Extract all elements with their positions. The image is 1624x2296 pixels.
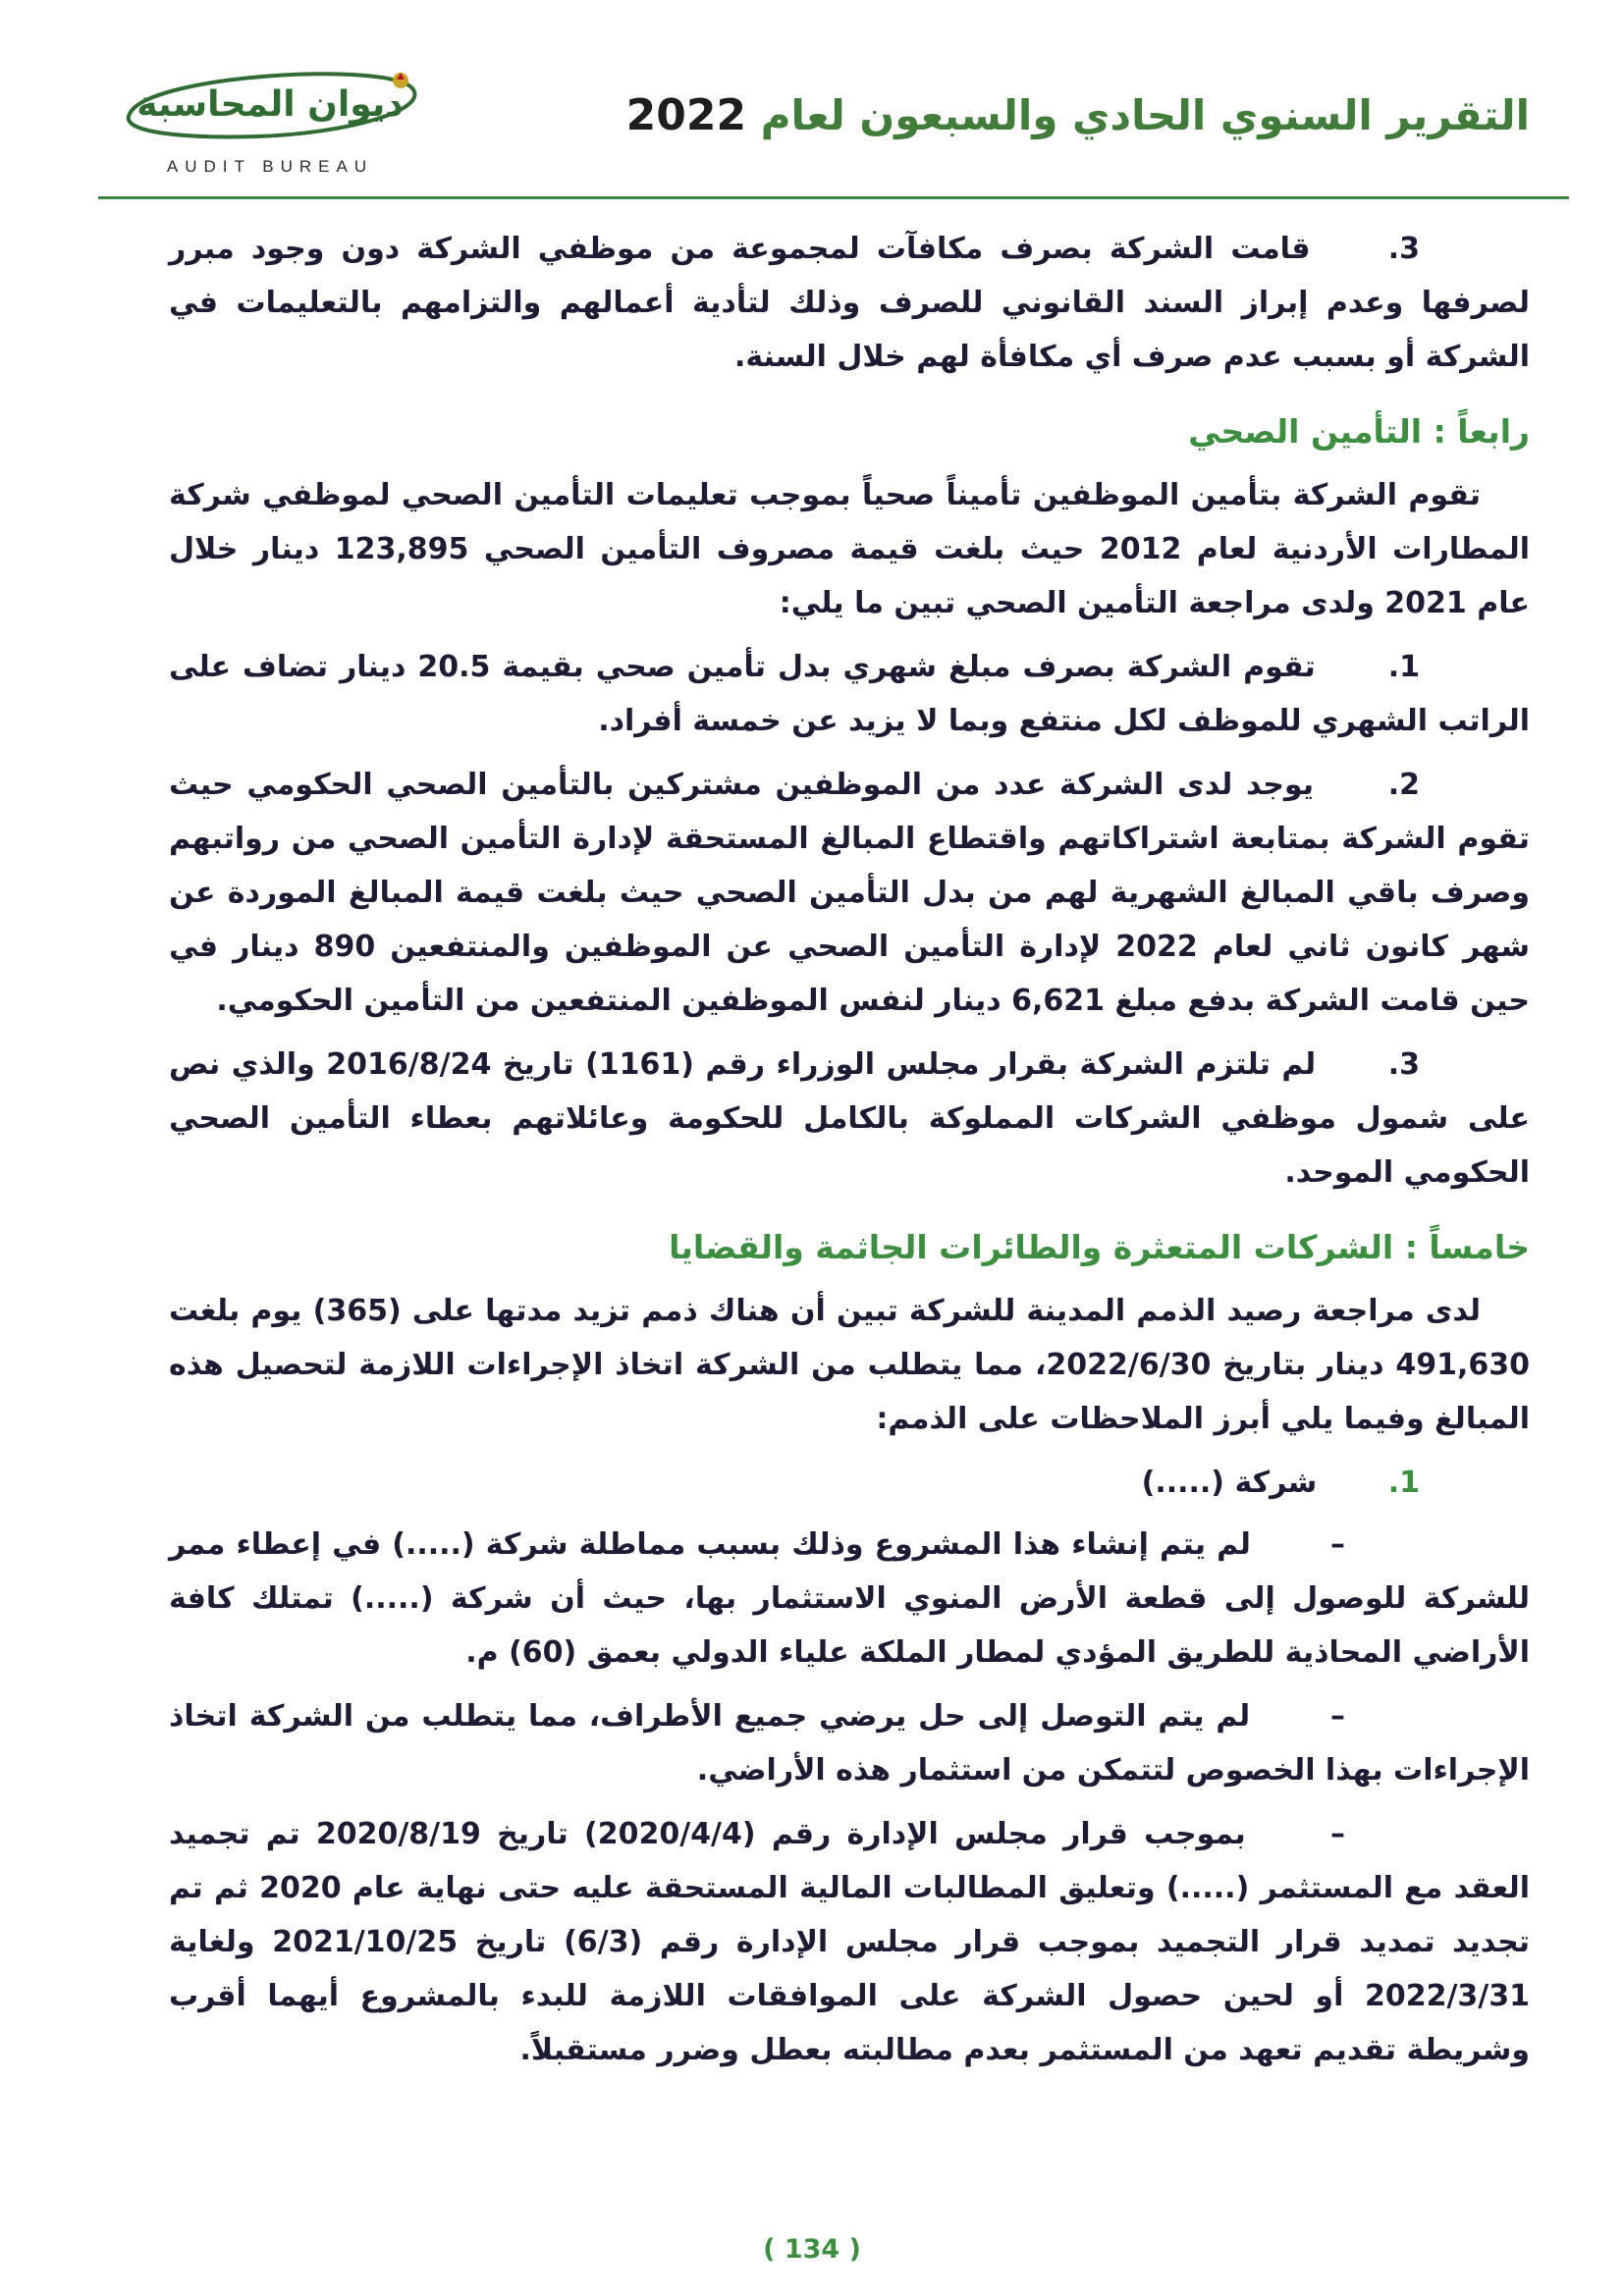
note-text: لم يتم التوصل إلى حل يرضي جميع الأطراف، مما يتطلب من الشركة اتخاذ الإجراءات بهذا الخصوص لتتمكن من استثمار هذه الأراضي. (169, 1699, 1530, 1788)
section-fourth-intro: تقوم الشركة بتأمين الموظفين تأميناً صحياً بموجب تعليمات التأمين الصحي لموظفي شركة المطارات الأردنية لعام 2012 حيث بلغت قيمة مصروف التأمين الصحي 123,895 دينار خلال عام 2021 ولدى مراجعة التأمين الصحي تبين ما يلي: (169, 478, 1531, 620)
note-item-1 (169, 1518, 1530, 1680)
report-title-text: التقرير السنوي الحادي والسبعون لعام (760, 91, 1530, 139)
item-number: 2. (1387, 768, 1420, 802)
logo-calligraphy-graphic (108, 61, 432, 151)
audit-bureau-logo (103, 61, 437, 177)
item-text: تقوم الشركة بصرف مبلغ شهري بدل تأمين صحي بقيمة 20.5 دينار تضاف على الراتب الشهري للموظف لكل منتفع وبما لا يزيد عن خمسة أفراد. (169, 650, 1530, 738)
item-number: 1. (1387, 1466, 1420, 1500)
company-name: شركة (.....) (1141, 1466, 1318, 1500)
dash-marker: – (1330, 1527, 1346, 1562)
report-title (626, 90, 1530, 140)
carryover-list-item (169, 222, 1530, 384)
health-insurance-item-3 (169, 1038, 1530, 1200)
section-heading-fifth: خامساً : الشركات المتعثرة والطائرات الجاثمة والقضايا (669, 1228, 1530, 1266)
note-text: لم يتم إنشاء هذا المشروع وذلك بسبب مماطلة شركة (.....) في إعطاء ممر للشركة للوصول إلى قطعة الأرض المنوي الاستثمار بها، حيث أن شركة (.....) تمتلك كافة الأراضي المحاذية للطريق المؤدي لمطار الملكة علياء الدولي بعمق (60) م. (169, 1527, 1530, 1670)
health-insurance-item-2 (169, 758, 1530, 1028)
item-text: يوجد لدى الشركة عدد من الموظفين مشتركين بالتأمين الصحي الحكومي حيث تقوم الشركة بمتابعة اشتراكاتهم واقتطاع المبالغ المستحقة لإدارة التأمين الصحي من رواتبهم وصرف باقي المبالغ الشهرية لهم من بدل التأمين الصحي حيث بلغت قيمة المبالغ الموردة عن شهر كانون ثاني لعام 2022 لإدارة التأمين الصحي عن الموظفين والمنتفعين 890 دينار في حين قامت الشركة بدفع مبلغ 6,621 دينار لنفس الموظفين المنتفعين من التأمين الحكومي. (169, 768, 1530, 1018)
page-footer (0, 2234, 1624, 2265)
company-list-item (169, 1456, 1530, 1510)
section-fifth-intro: لدى مراجعة رصيد الذمم المدينة للشركة تبين أن هناك ذمم تزيد مدتها على (365) يوم بلغت 491,630 دينار بتاريخ 2022/6/30، مما يتطلب من الشركة اتخاذ الإجراءات اللازمة لتحصيل هذه المبالغ وفيما يلي أبرز الملاحظات على الذمم: (169, 1294, 1530, 1436)
note-item-3 (169, 1807, 1530, 2077)
header-divider-line (98, 196, 1569, 199)
health-insurance-item-1 (169, 640, 1530, 748)
item-number: 3. (1387, 232, 1421, 266)
note-text: بموجب قرار مجلس الإدارة رقم (2020/4/4) تاريخ 2020/8/19 تم تجميد العقد مع المستثمر (.....) وتعليق المطالبات المالية المستحقة عليه حتى نهاية عام 2020 ثم تم تجديد تمديد قرار التجميد بموجب قرار مجلس الإدارة رقم (6/3) تاريخ 2021/10/25 ولغاية 2022/3/31 أو لحين حصول الشركة على الموافقات اللازمة للبدء بالمشروع أيهما أقرب وشريطة تقديم تعهد من المستثمر بعدم مطالبته بعطل وضرر مستقبلاً. (169, 1817, 1531, 2067)
item-number: 3. (1387, 1047, 1420, 1082)
item-text: لم تلتزم الشركة بقرار مجلس الوزراء رقم (1161) تاريخ 2016/8/24 والذي نص على شمول موظفي الشركات المملوكة بالكامل للحكومة وعائلاتهم بعطاء التأمين الصحي الحكومي الموحد. (169, 1047, 1530, 1190)
item-text: قامت الشركة بصرف مكافآت لمجموعة من موظفي الشركة دون وجود مبرر لصرفها وعدم إبراز السند القانوني للصرف وذلك لتأدية أعمالهم والتزامهم بالتعليمات في الشركة أو بسبب عدم صرف أي مكافأة لهم خلال السنة. (169, 232, 1530, 374)
note-item-2 (169, 1689, 1530, 1797)
page-header (0, 0, 1624, 196)
page-number: ( 134 ) (763, 2234, 861, 2265)
report-title-year: 2022 (625, 90, 747, 140)
item-number: 1. (1387, 650, 1420, 684)
dash-marker: – (1330, 1699, 1345, 1734)
logo-arabic-name: ديوان المحاسبة (136, 84, 404, 125)
dash-marker: – (1329, 1817, 1345, 1851)
logo-latin-name: AUDIT BUREAU (166, 157, 374, 176)
report-content (169, 222, 1530, 2087)
section-heading-fourth: رابعاً : التأمين الصحي (1188, 412, 1530, 451)
